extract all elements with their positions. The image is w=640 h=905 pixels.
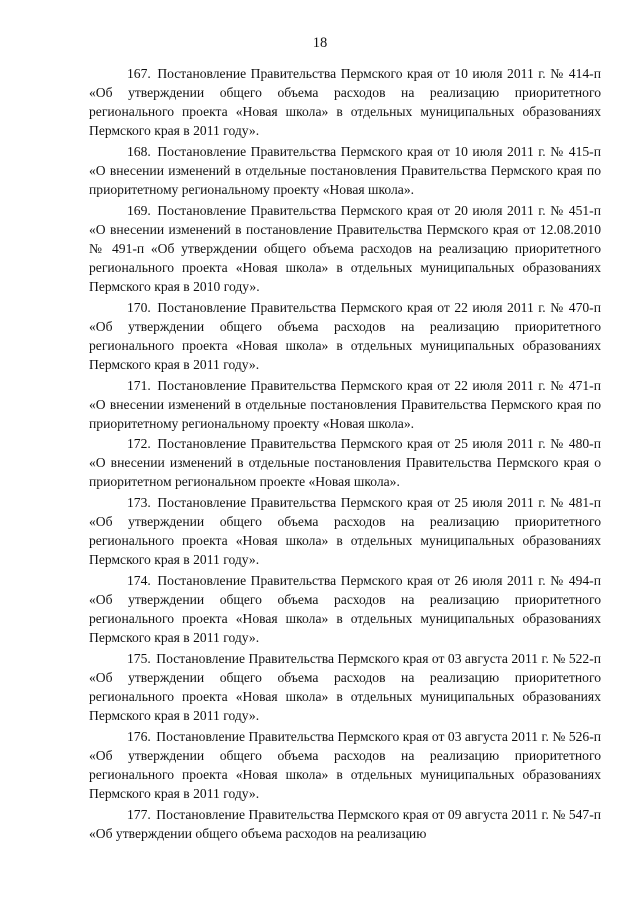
list-item — [89, 142, 601, 199]
item-text: Постановление Правительства Пермского края от 26 июля 2011 г. № 494-п «Об утверждении общего объема расходов на реализацию приоритетного регионального проекта «Новая школа» в отдельных муниципальных образованиях Пермского края в 2011 году». — [89, 572, 601, 646]
item-text: Постановление Правительства Пермского края от 25 июля 2011 г. № 481-п «Об утверждении общего объема расходов на реализацию приоритетного регионального проекта «Новая школа» в отдельных муниципальных образованиях Пермского края в 2011 году». — [89, 495, 601, 568]
list-item — [89, 727, 601, 803]
item-text: Постановление Правительства Пермского края от 03 августа 2011 г. № 526-п «Об утверждении общего объема расходов на реализацию приоритетного регионального проекта «Новая школа» в отдельных муниципальных образованиях Пермского края в 2011 году». — [89, 728, 602, 801]
item-text: Постановление Правительства Пермского края от 03 августа 2011 г. № 522-п «Об утверждении общего объема расходов на реализацию приоритетного регионального проекта «Новая школа» в отдельных муниципальных образованиях Пермского края в 2011 году». — [89, 650, 602, 724]
item-text: Постановление Правительства Пермского края от 25 июля 2011 г. № 480-п «О внесении изменений в отдельные постановления Правительства Пермского края о приоритетном региональном проекте «Новая школа». — [89, 436, 601, 490]
list-item — [89, 493, 601, 569]
item-text: Постановление Правительства Пермского края от 10 июля 2011 г. № 415-п «О внесении изменений в отдельные постановления Правительства Пермского края по приоритетному региональному проекту «Новая школа». — [89, 143, 601, 198]
item-text: Постановление Правительства Пермского края от 09 августа 2011 г. № 547-п «Об утверждении общего объема расходов на реализацию — [89, 806, 602, 841]
resolution-list — [89, 64, 601, 844]
list-item — [89, 434, 601, 491]
list-item — [89, 649, 601, 725]
item-number: 172. — [127, 436, 151, 452]
list-item — [89, 64, 601, 140]
item-number: 168. — [127, 143, 151, 159]
list-item — [89, 201, 601, 296]
page-number: 18 — [312, 35, 328, 51]
item-number: 167. — [127, 66, 151, 81]
item-number: 170. — [127, 299, 151, 315]
item-number: 174. — [127, 572, 151, 588]
item-number: 169. — [127, 202, 151, 218]
item-number: 177. — [127, 806, 151, 822]
item-text: Постановление Правительства Пермского края от 10 июля 2011 г. № 414-п «Об утверждении общего объема расходов на реализацию приоритетного регионального проекта «Новая школа» в отдельных муниципальных образованиях Пермского края в 2011 году». — [89, 66, 601, 139]
list-item — [89, 571, 601, 647]
item-text: Постановление Правительства Пермского края от 22 июля 2011 г. № 470-п «Об утверждении общего объема расходов на реализацию приоритетного регионального проекта «Новая школа» в отдельных муниципальных образованиях Пермского края в 2011 году». — [89, 299, 601, 372]
item-text: Постановление Правительства Пермского края от 20 июля 2011 г. № 451-п «О внесении изменений в постановление Правительства Пермского края от 12.08.2010 № 491-п «Об утверждении общего объема расходов на реализацию приоритетного регионального проекта «Новая школа» в отдельных муниципальных образованиях Пермского края в 2010 году». — [89, 202, 601, 295]
item-text: Постановление Правительства Пермского края от 22 июля 2011 г. № 471-п «О внесении изменений в отдельные постановления Правительства Пермского края по приоритетному региональному проекту «Новая школа». — [89, 377, 601, 431]
item-number: 176. — [127, 728, 151, 744]
item-number: 175. — [127, 650, 151, 666]
list-item — [89, 298, 601, 374]
item-number: 173. — [127, 495, 151, 511]
list-item — [89, 805, 601, 843]
list-item — [89, 376, 601, 433]
item-number: 171. — [127, 377, 151, 393]
